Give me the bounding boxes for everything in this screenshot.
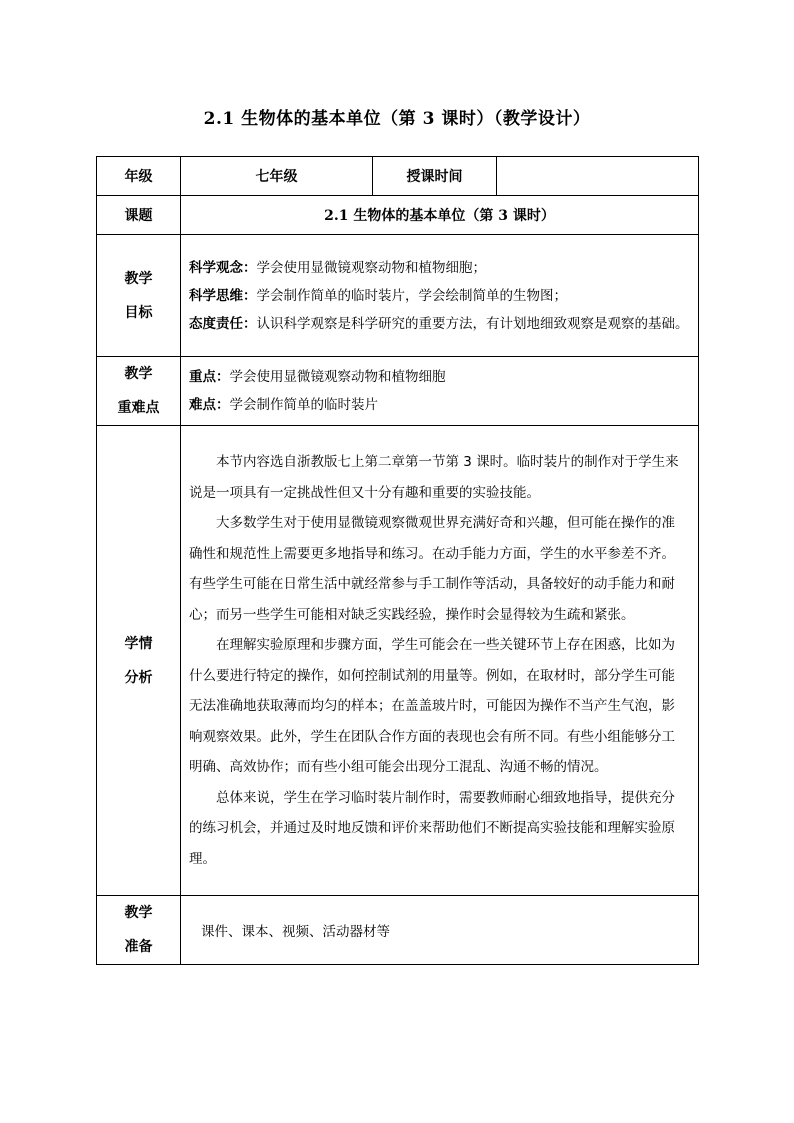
preparation-content: 课件、课本、视频、活动器材等 bbox=[181, 896, 699, 965]
objectives-label bbox=[97, 235, 181, 357]
grade-value: 七年级 bbox=[181, 157, 373, 196]
objective-key: 科学思维： bbox=[189, 287, 257, 304]
topic-label: 课题 bbox=[97, 196, 181, 235]
preparation-label-line-2: 准备 bbox=[124, 939, 153, 955]
analysis-paragraph: 大多数学生对于使用显微镜观察微观世界充满好奇和兴趣，但可能在操作的准确性和规范性上需要更多地指导和练习。在动手能力方面，学生的水平参差不齐。有些学生可能在日常生活中就经常参与手工制作等活动，具备较好的动手能力和耐心；而另一些学生可能相对缺乏实践经验，操作时会显得较为生疏和紧张。 bbox=[189, 515, 675, 623]
key-points-label-line-2: 重难点 bbox=[117, 400, 160, 416]
page-title: 2.1 生物体的基本单位（第 3 课时）（教学设计） bbox=[203, 109, 591, 129]
key-point-key: 难点： bbox=[189, 397, 230, 413]
objective-item bbox=[189, 282, 690, 310]
time-label: 授课时间 bbox=[373, 157, 497, 196]
grade-label: 年级 bbox=[97, 157, 181, 196]
analysis-row bbox=[97, 426, 699, 896]
preparation-label-line-1: 教学 bbox=[124, 905, 153, 921]
analysis-paragraph: 在理解实验原理和步骤方面，学生可能会在一些关键环节上存在困惑，比如为什么要进行特定的操作，如何控制试剂的用量等。例如，在取材时，部分学生可能无法准确地获取薄而均匀的样本；在盖盖玻片时，可能因为操作不当产生气泡，影响观察效果。此外，学生在团队合作方面的表现也会有所不同。有些小组能够分工明确、高效协作；而有些小组可能会出现分工混乱、沟通不畅的情况。 bbox=[189, 637, 675, 775]
objective-key: 科学观念： bbox=[189, 259, 257, 276]
analysis-label-line-2: 分析 bbox=[124, 669, 153, 686]
objective-item bbox=[189, 254, 690, 282]
key-points-row bbox=[97, 357, 699, 426]
analysis-content bbox=[181, 426, 699, 896]
key-points-content bbox=[181, 357, 699, 426]
objective-item bbox=[189, 310, 690, 338]
key-point-text: 学会使用显微镜观察动物和植物细胞 bbox=[229, 369, 446, 385]
time-value bbox=[497, 157, 699, 196]
lesson-plan-table bbox=[96, 156, 699, 965]
preparation-label bbox=[97, 896, 181, 965]
objective-key: 态度责任： bbox=[189, 315, 257, 332]
analysis-label-line-1: 学情 bbox=[124, 635, 153, 652]
analysis-paragraph: 本节内容选自浙教版七上第二章第一节第 3 课时。临时装片的制作对于学生来说是一项具有一定挑战性但又十分有趣和重要的实验技能。 bbox=[189, 454, 679, 501]
objective-text: 学会使用显微镜观察动物和植物细胞； bbox=[256, 259, 486, 276]
objective-text: 认识科学观察是科学研究的重要方法，有计划地细致观察是观察的基础。 bbox=[256, 315, 689, 332]
key-point-item bbox=[189, 391, 690, 419]
key-point-text: 学会制作简单的临时装片 bbox=[229, 397, 378, 413]
topic-row bbox=[97, 196, 699, 235]
objectives-label-line-2: 目标 bbox=[124, 304, 153, 321]
objectives-label-line-1: 教学 bbox=[124, 270, 153, 287]
key-points-label bbox=[97, 357, 181, 426]
objective-text: 学会制作简单的临时装片，学会绘制简单的生物图； bbox=[256, 287, 567, 304]
objectives-content bbox=[181, 235, 699, 357]
objectives-row bbox=[97, 235, 699, 357]
preparation-row bbox=[97, 896, 699, 965]
key-point-item bbox=[189, 363, 690, 391]
grade-row bbox=[97, 157, 699, 196]
key-points-label-line-1: 教学 bbox=[124, 366, 153, 382]
analysis-label bbox=[97, 426, 181, 896]
analysis-paragraph: 总体来说，学生在学习临时装片制作时，需要教师耐心细致地指导，提供充分的练习机会，并通过及时地反馈和评价来帮助他们不断提高实验技能和理解实验原理。 bbox=[189, 789, 675, 867]
topic-value: 2.1 生物体的基本单位（第 3 课时） bbox=[181, 196, 699, 235]
key-point-key: 重点： bbox=[189, 369, 230, 385]
